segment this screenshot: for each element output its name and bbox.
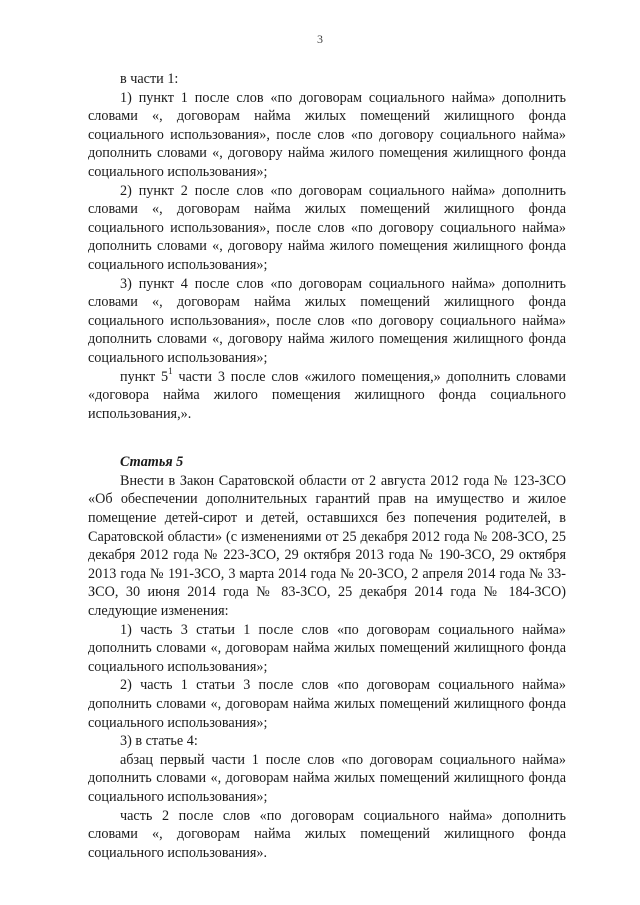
article-heading: Статья 5 [120,454,184,471]
body-text [88,70,566,862]
paragraph-article-intro: Внести в Закон Саратовской области от 2 августа 2012 года № 123-ЗСО «Об обеспечении дополнительных гарантий прав на имущество и жилое помещение детей-сирот и детей, оставшихся без попечения родителей, в Саратовской области» (с изменениями от 25 декабря 2012 года № 208-ЗСО, 25 декабря 2012 года № 223-ЗСО, 29 октября 2013 года № 190-ЗСО, 29 октября 2013 года № 191-ЗСО, 3 марта 2014 года № 20-ЗСО, 2 апреля 2014 года № 33-ЗСО, 30 июня 2014 года № 83-ЗСО, 25 декабря 2014 года № 184-ЗСО) следующие изменения: [88,472,566,620]
paragraph-change-3: 3) в статье 4: [120,733,198,750]
punkt-label: пункт 5 [120,368,169,385]
paragraph-item-3: 3) пункт 4 после слов «по договорам социального найма» дополнить словами «, договорам найма жилых помещений жилищного фонда социального использования», после слов «по договору социального найма» дополнить словами «, договору найма жилого помещения жилищного фонда социального использования»; [88,275,566,366]
paragraph-item-2: 2) пункт 2 после слов «по договорам социального найма» дополнить словами «, договорам найма жилых помещений жилищного фонда социального использования», после слов «по договору социального найма» дополнить словами «, договору найма жилого помещения жилищного фонда социального использования»; [88,182,566,273]
paragraph-intro: в части 1: [120,71,179,87]
paragraph-item-1: 1) пункт 1 после слов «по договорам социального найма» дополнить словами «, договорам найма жилых помещений жилищного фонда социального использования», после слов «по договору социального найма» дополнить словами «, договору найма жилого помещения жилищного фонда социального использования»; [88,89,566,180]
paragraph-change-3b: часть 2 после слов «по договорам социального найма» дополнить словами «, договорам найма жилых помещений жилищного фонда социального использования». [88,807,566,861]
paragraph-change-3a: абзац первый части 1 после слов «по договорам социального найма» дополнить словами «, договорам найма жилых помещений жилищного фонда социального использования»; [88,751,566,805]
spacer [88,423,566,453]
page-number: 3 [317,32,323,46]
paragraph-change-2: 2) часть 1 статьи 3 после слов «по договорам социального найма» дополнить словами «, договорам найма жилых помещений жилищного фонда социального использования»; [88,677,566,731]
paragraph-change-1: 1) часть 3 статьи 1 после слов «по договорам социального найма» дополнить словами «, договорам найма жилых помещений жилищного фонда социального использования»; [88,621,566,675]
punkt-text: части 3 после слов «жилого помещения,» дополнить словами «договора найма жилого помещения жилищного фонда социального использования,». [88,368,567,422]
superscript: 1 [168,365,173,376]
paragraph-punkt-5-1 [88,365,567,424]
